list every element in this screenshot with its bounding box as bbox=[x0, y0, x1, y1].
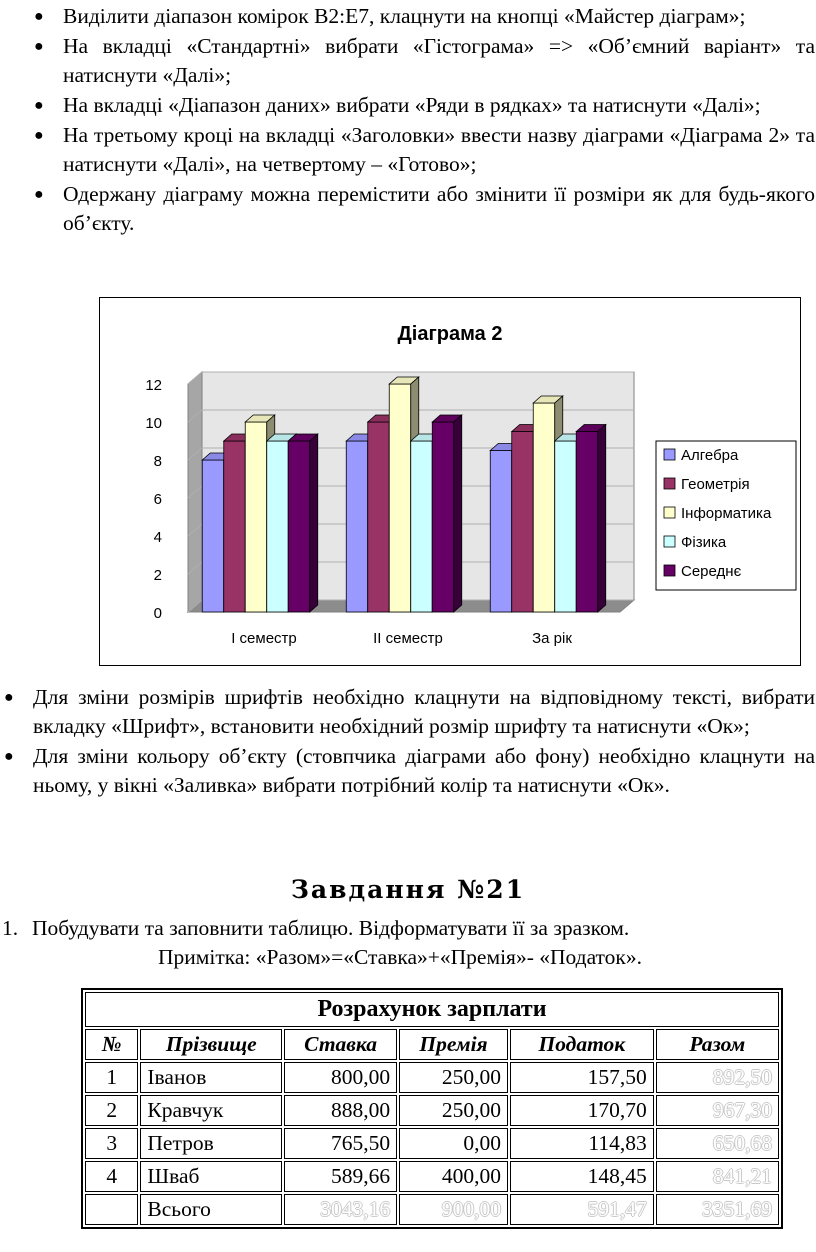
table-cell: 170,70 bbox=[510, 1095, 654, 1126]
table-header-cell: Премія bbox=[399, 1029, 508, 1060]
table-header-cell: Разом bbox=[656, 1029, 779, 1060]
legend-label: Середнє bbox=[681, 563, 742, 580]
list-item: ● Для зміни кольору об’єкту (стовпчика діаграми або фону) необхідно клацнути на ньому, у вікні «Заливка» вибрати потрібний колір та натиснути «Ок». bbox=[4, 744, 815, 797]
table-row bbox=[85, 1161, 779, 1192]
table-cell bbox=[85, 1194, 138, 1225]
chart-bar-side bbox=[598, 425, 606, 613]
table-header-row bbox=[85, 1029, 779, 1060]
legend-swatch bbox=[664, 507, 675, 518]
chart-bar bbox=[224, 441, 246, 612]
y-tick-label: 4 bbox=[153, 529, 162, 546]
table-header-cell: Податок bbox=[510, 1029, 654, 1060]
chart-bar bbox=[368, 422, 390, 612]
table-cell: 841,21 bbox=[656, 1161, 779, 1192]
table-cell: 157,50 bbox=[510, 1062, 654, 1093]
salary-table bbox=[83, 990, 781, 1227]
x-tick-label: За рік bbox=[532, 630, 572, 647]
legend-swatch bbox=[664, 478, 675, 489]
legend-label: Геометрія bbox=[681, 476, 750, 493]
table-cell: 3351,69 bbox=[656, 1194, 779, 1225]
legend-swatch bbox=[664, 565, 675, 576]
instruction-list-bottom bbox=[4, 683, 815, 801]
table-row bbox=[85, 1062, 779, 1093]
table-cell: Кравчук bbox=[140, 1095, 282, 1126]
y-tick-label: 10 bbox=[145, 415, 162, 432]
chart-bar bbox=[288, 441, 310, 612]
legend-swatch bbox=[664, 449, 675, 460]
table-cell: 800,00 bbox=[284, 1062, 397, 1093]
table-row bbox=[85, 1128, 779, 1159]
table-cell: 967,30 bbox=[656, 1095, 779, 1126]
chart-bar bbox=[202, 460, 224, 612]
task-item bbox=[2, 916, 629, 941]
table-total-row bbox=[85, 1194, 779, 1225]
chart-bar bbox=[346, 441, 368, 612]
y-tick-label: 6 bbox=[153, 491, 162, 508]
chart-title: Діаграма 2 bbox=[397, 323, 503, 345]
task-item-number: 1. bbox=[2, 916, 19, 940]
bullet-icon: ● bbox=[34, 8, 44, 25]
x-tick-label: ІІ семестр bbox=[373, 630, 443, 647]
chart-bar-side bbox=[310, 434, 318, 612]
list-item: ● На вкладці «Діапазон даних» вибрати «Ряди в рядках» та натиснути «Далі»; bbox=[63, 91, 815, 120]
list-item: ● На вкладці «Стандартні» вибрати «Гістограма» => «Об’ємний варіант» та натиснути «Далі»; bbox=[34, 34, 815, 87]
table-cell: Всього bbox=[140, 1194, 282, 1225]
salary-table-wrapper bbox=[81, 988, 783, 1229]
instruction-list-top bbox=[34, 2, 815, 239]
y-tick-label: 0 bbox=[153, 605, 162, 622]
bullet-icon: ● bbox=[34, 127, 44, 144]
table-cell: 250,00 bbox=[399, 1095, 508, 1126]
chart-bar bbox=[389, 384, 411, 612]
table-cell: 1 bbox=[85, 1062, 138, 1093]
bullet-icon: ● bbox=[34, 38, 44, 55]
chart-bar bbox=[432, 422, 454, 612]
list-item: ● Виділити діапазон комірок B2:E7, клацнути на кнопці «Майстер діаграм»; bbox=[63, 2, 815, 31]
legend-label: Фізика bbox=[681, 534, 727, 551]
table-cell: 250,00 bbox=[399, 1062, 508, 1093]
table-header-cell: № bbox=[85, 1029, 138, 1060]
legend-swatch bbox=[664, 536, 675, 547]
table-title-row bbox=[85, 992, 779, 1027]
table-cell: 4 bbox=[85, 1161, 138, 1192]
table-cell: 589,66 bbox=[284, 1161, 397, 1192]
bar-chart bbox=[100, 298, 800, 665]
table-cell: 3 bbox=[85, 1128, 138, 1159]
list-item: ● Для зміни розмірів шрифтів необхідно клацнути на відповідному тексті, вибрати вкладку «Шрифт», встановити необхідний розмір шрифту та натиснути «Ок»; bbox=[4, 685, 815, 738]
table-cell: 888,00 bbox=[284, 1095, 397, 1126]
table-cell: Іванов bbox=[140, 1062, 282, 1093]
legend-label: Алгебра bbox=[681, 447, 739, 464]
table-row bbox=[85, 1095, 779, 1126]
chart-bar bbox=[267, 441, 289, 612]
chart-bar bbox=[411, 441, 433, 612]
chart-bar bbox=[576, 432, 598, 613]
chart-frame bbox=[99, 297, 801, 666]
bullet-icon: ● bbox=[4, 748, 14, 765]
chart-bar bbox=[245, 422, 267, 612]
table-cell: 765,50 bbox=[284, 1128, 397, 1159]
chart-bar bbox=[533, 403, 555, 612]
table-cell: 3043,16 bbox=[284, 1194, 397, 1225]
task-note: Примітка: «Разом»=«Ставка»+«Премія»- «Податок». bbox=[158, 945, 642, 969]
x-tick-label: І семестр bbox=[231, 630, 297, 647]
table-cell: 114,83 bbox=[510, 1128, 654, 1159]
table-cell: 2 bbox=[85, 1095, 138, 1126]
list-item: ● Одержану діаграму можна перемістити або змінити її розміри як для будь-якого об’єкту. bbox=[34, 182, 815, 235]
y-tick-label: 2 bbox=[153, 567, 162, 584]
table-cell: 148,45 bbox=[510, 1161, 654, 1192]
y-tick-label: 12 bbox=[145, 377, 162, 394]
bullet-icon: ● bbox=[4, 689, 14, 706]
table-cell: 892,50 bbox=[656, 1062, 779, 1093]
table-cell: 0,00 bbox=[399, 1128, 508, 1159]
table-cell: Шваб bbox=[140, 1161, 282, 1192]
bullet-icon: ● bbox=[34, 97, 44, 114]
legend-label: Інформатика bbox=[681, 505, 772, 522]
table-cell: 591,47 bbox=[510, 1194, 654, 1225]
table-cell: 400,00 bbox=[399, 1161, 508, 1192]
task-heading: Завдання №21 bbox=[290, 875, 526, 904]
bullet-icon: ● bbox=[34, 186, 44, 203]
table-cell: Петров bbox=[140, 1128, 282, 1159]
y-tick-label: 8 bbox=[153, 453, 162, 470]
list-item: ● На третьому кроці на вкладці «Заголовки» ввести назву діаграми «Діаграма 2» та натиснути «Далі», на четвертому – «Готово»; bbox=[34, 123, 815, 176]
table-cell: 650,68 bbox=[656, 1128, 779, 1159]
chart-bar-side bbox=[454, 415, 462, 612]
chart-bar bbox=[490, 451, 512, 613]
task-item-text: Побудувати та заповнити таблицю. Відформатувати її за зразком. bbox=[32, 916, 630, 940]
chart-bar bbox=[555, 441, 577, 612]
table-header-cell: Ставка bbox=[284, 1029, 397, 1060]
chart-bar bbox=[512, 432, 534, 613]
table-title: Розрахунок зарплати bbox=[85, 992, 779, 1027]
table-header-cell: Прізвище bbox=[140, 1029, 282, 1060]
table-cell: 900,00 bbox=[399, 1194, 508, 1225]
